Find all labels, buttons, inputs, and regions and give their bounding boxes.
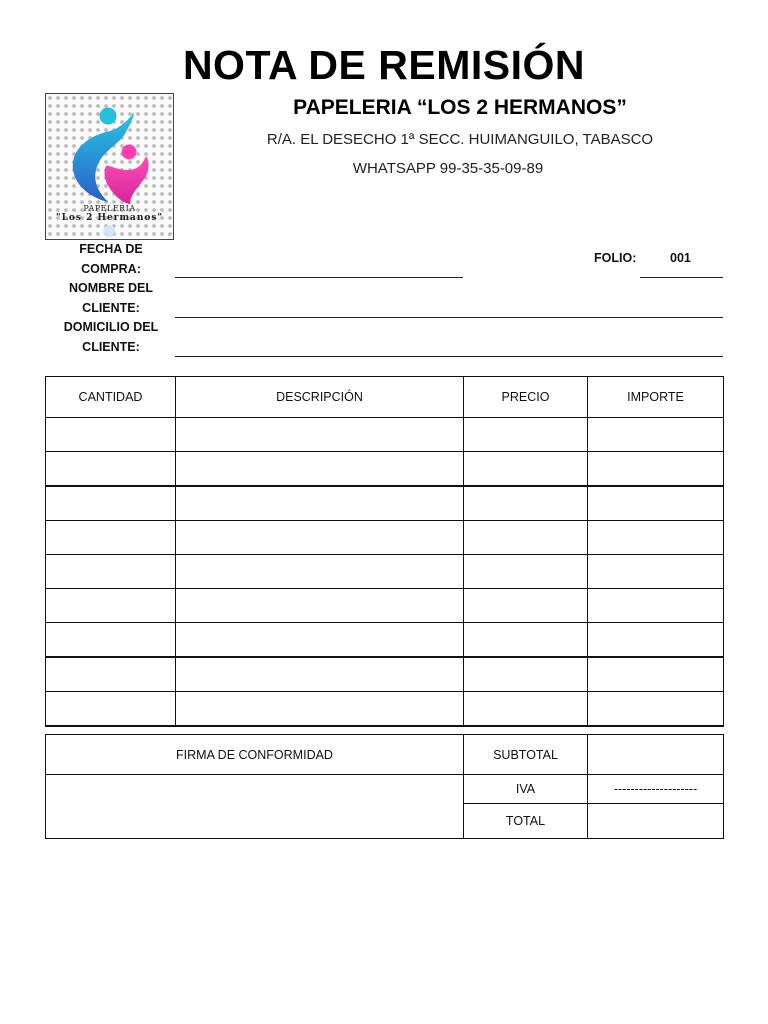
table-row — [46, 452, 724, 487]
items-table — [45, 376, 724, 727]
importe-cell[interactable] — [588, 486, 724, 521]
iva-row — [46, 775, 724, 804]
signature-label: FIRMA DE CONFORMIDAD — [46, 735, 464, 775]
logo-text-brand: "Los 2 Hermanos" — [55, 213, 164, 223]
header-cantidad: CANTIDAD — [46, 377, 176, 418]
descripcion-cell[interactable] — [176, 692, 464, 727]
precio-cell[interactable] — [464, 486, 588, 521]
cantidad-cell[interactable] — [46, 589, 176, 623]
table-row — [46, 418, 724, 452]
total-value-cell[interactable] — [588, 804, 724, 839]
importe-cell[interactable] — [588, 657, 724, 692]
cantidad-cell[interactable] — [46, 623, 176, 658]
cantidad-cell[interactable] — [46, 452, 176, 487]
fecha-label-line2: COMPRA: — [81, 261, 141, 276]
cantidad-cell[interactable] — [46, 555, 176, 589]
descripcion-cell[interactable] — [176, 452, 464, 487]
descripcion-cell[interactable] — [176, 589, 464, 623]
descripcion-cell[interactable] — [176, 521, 464, 555]
table-row — [46, 623, 724, 658]
domicilio-input-line[interactable] — [175, 356, 723, 357]
importe-cell[interactable] — [588, 555, 724, 589]
domicilio-label-line2: CLIENTE: — [82, 339, 140, 354]
importe-cell[interactable] — [588, 452, 724, 487]
subtotal-label: SUBTOTAL — [464, 735, 588, 775]
fecha-label-line1: FECHA DE — [79, 242, 143, 256]
header-descripcion: DESCRIPCIÓN — [176, 377, 464, 418]
descripcion-cell[interactable] — [176, 657, 464, 692]
totals-table — [45, 734, 724, 839]
table-row — [46, 692, 724, 727]
store-address: R/A. EL DESECHO 1ª SECC. HUIMANGUILO, TABASCO — [266, 131, 654, 148]
precio-cell[interactable] — [464, 555, 588, 589]
table-row — [46, 555, 724, 589]
table-row — [46, 486, 724, 521]
descripcion-cell[interactable] — [176, 555, 464, 589]
importe-cell[interactable] — [588, 521, 724, 555]
subtotal-value-cell[interactable] — [588, 735, 724, 775]
precio-cell[interactable] — [464, 692, 588, 727]
descripcion-cell[interactable] — [176, 623, 464, 658]
document-title: NOTA DE REMISIÓN — [182, 42, 586, 88]
fecha-label — [52, 240, 170, 279]
folio-value: 001 — [670, 251, 691, 265]
iva-label: IVA — [464, 775, 588, 804]
nombre-label-line2: CLIENTE: — [82, 300, 140, 315]
fecha-input-line[interactable] — [175, 277, 463, 278]
precio-cell[interactable] — [464, 452, 588, 487]
cantidad-cell[interactable] — [46, 521, 176, 555]
precio-cell[interactable] — [464, 657, 588, 692]
signature-area[interactable] — [46, 775, 464, 839]
subtotal-row — [46, 735, 724, 775]
precio-cell[interactable] — [464, 623, 588, 658]
nombre-label — [52, 279, 170, 318]
importe-cell[interactable] — [588, 692, 724, 727]
cantidad-cell[interactable] — [46, 486, 176, 521]
importe-cell[interactable] — [588, 418, 724, 452]
store-phone: WHATSAPP 99-35-35-09-89 — [352, 160, 544, 177]
table-row — [46, 657, 724, 692]
domicilio-label-line1: DOMICILIO DEL — [63, 320, 159, 334]
domicilio-label — [52, 318, 170, 357]
logo-text-papeleria: PAPELERIA — [83, 204, 136, 213]
nombre-label-line1: NOMBRE DEL — [68, 281, 154, 295]
items-header-row — [46, 377, 724, 418]
header-precio: PRECIO — [464, 377, 588, 418]
store-name: PAPELERIA “LOS 2 HERMANOS” — [293, 96, 627, 119]
table-row — [46, 589, 724, 623]
folio-line — [640, 277, 723, 278]
iva-value: -------------------- — [588, 775, 724, 804]
descripcion-cell[interactable] — [176, 418, 464, 452]
importe-cell[interactable] — [588, 623, 724, 658]
importe-cell[interactable] — [588, 589, 724, 623]
total-label: TOTAL — [464, 804, 588, 839]
cantidad-cell[interactable] — [46, 657, 176, 692]
table-row — [46, 521, 724, 555]
folio-label: FOLIO: — [594, 251, 637, 265]
descripcion-cell[interactable] — [176, 486, 464, 521]
precio-cell[interactable] — [464, 589, 588, 623]
precio-cell[interactable] — [464, 418, 588, 452]
nombre-input-line[interactable] — [175, 317, 723, 318]
cantidad-cell[interactable] — [46, 692, 176, 727]
precio-cell[interactable] — [464, 521, 588, 555]
header-importe: IMPORTE — [588, 377, 724, 418]
cantidad-cell[interactable] — [46, 418, 176, 452]
store-logo — [45, 93, 174, 240]
